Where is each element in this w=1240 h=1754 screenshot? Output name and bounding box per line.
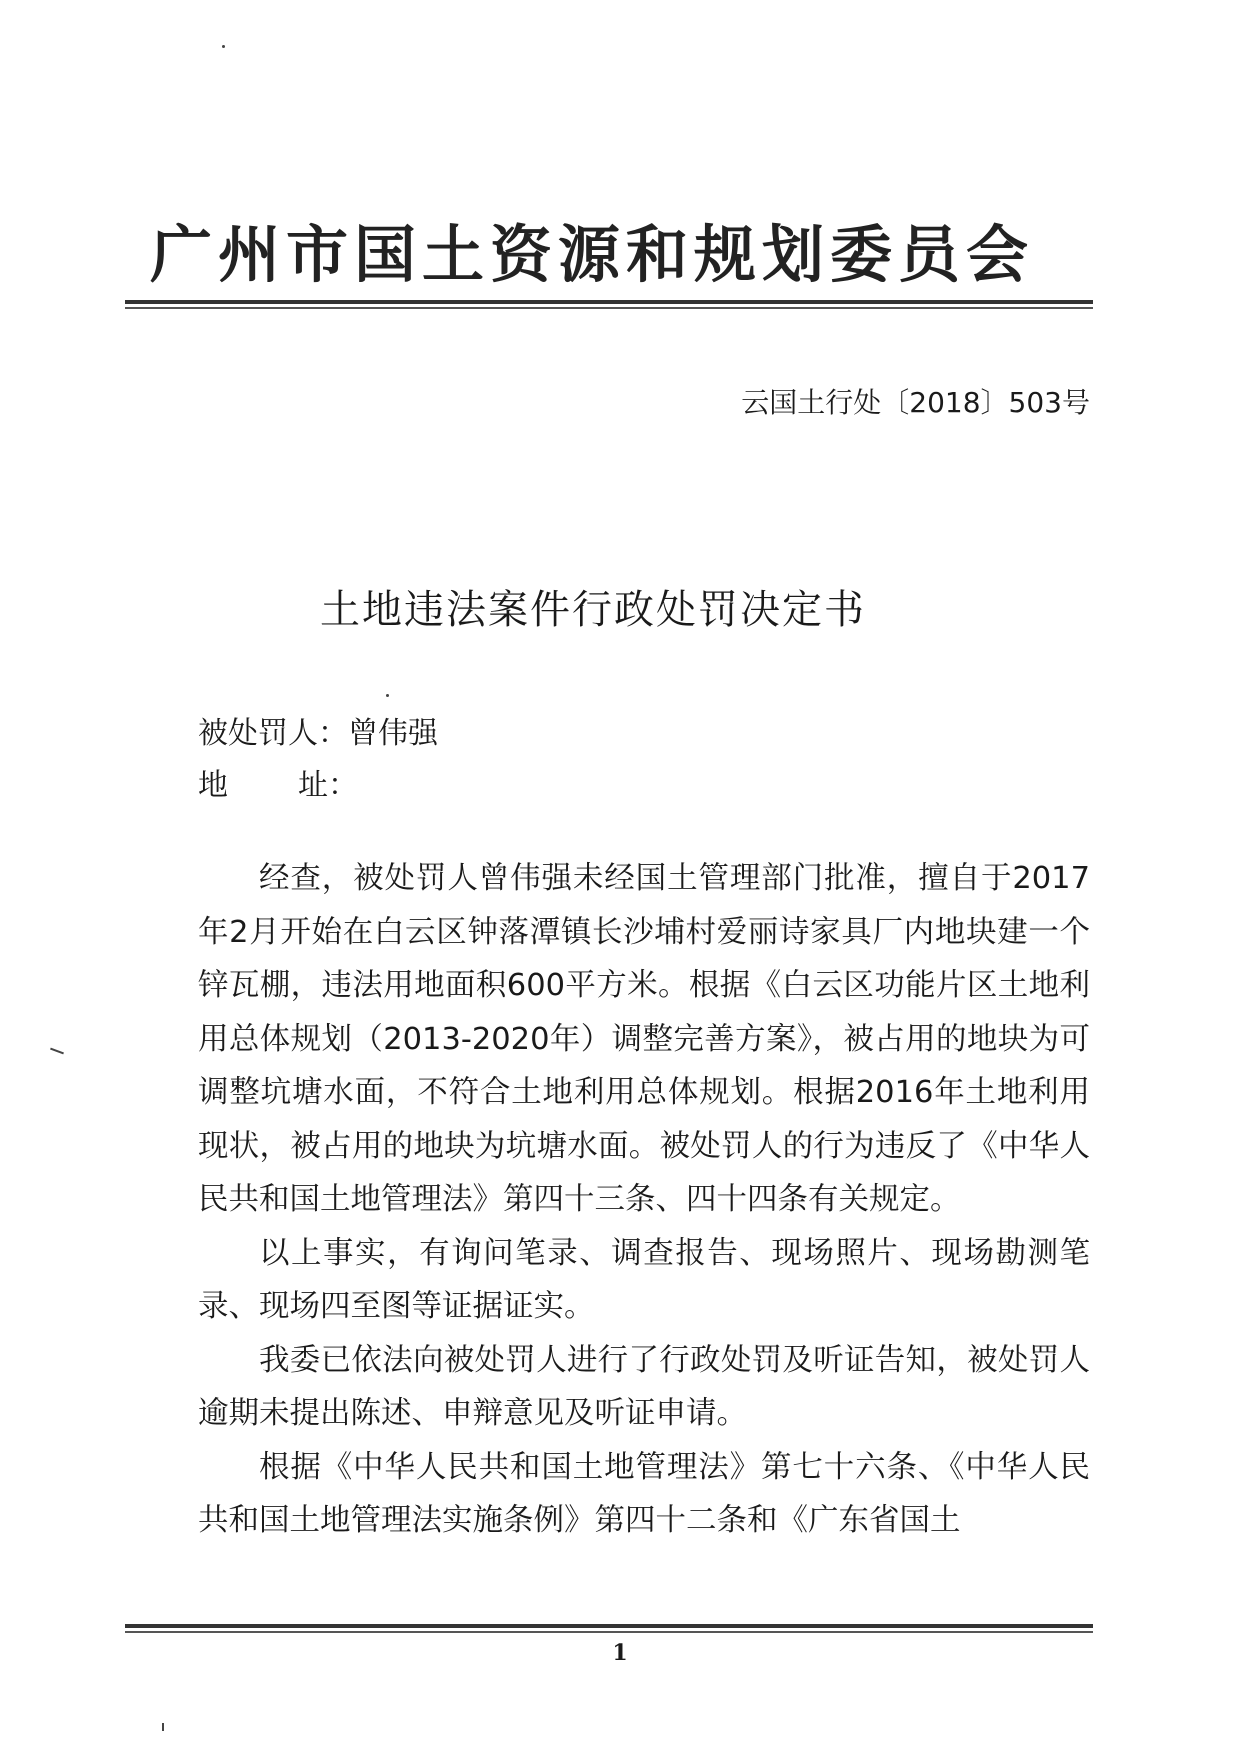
divider-thick-line (125, 1624, 1093, 1628)
address-label: 地址 (198, 768, 328, 803)
header-divider (125, 300, 1093, 309)
document-number: 云国土行处〔2018〕503号 (741, 386, 1090, 419)
divider-thin-line (125, 307, 1093, 309)
page-number: 1 (612, 1640, 628, 1666)
body-paragraph-facts: 经查，被处罚人曾伟强未经国土管理部门批准，擅自于2017年2月开始在白云区钟落潭镇长沙埔村爱丽诗家具厂内地块建一个锌瓦棚，违法用地面积600平方米。根据《白云区功能片区土地利用总体规划（2013-2020年）调整完善方案》，被占用的地块为可调整坑塘水面，不符合土地利用总体规划。根据2016年土地利用现状，被占用的地块为坑塘水面。被处罚人的行为违反了《中华人民共和国土地管理法》第四十三条、四十四条有关规定。 (198, 861, 1090, 1217)
address-colon: ： (328, 768, 358, 803)
body-paragraph-legal-basis: 根据《中华人民共和国土地管理法》第七十六条、《中华人民共和国土地管理法实施条例》第四十二条和《广东省国土 (198, 1449, 1090, 1538)
body-text (198, 852, 1090, 1548)
body-paragraph-notice: 我委已依法向被处罚人进行了行政处罚及听证告知，被处罚人逾期未提出陈述、申辩意见及听证申请。 (198, 1342, 1090, 1431)
document-title: 土地违法案件行政处罚决定书 (320, 587, 866, 633)
penalized-person-value: 曾伟强 (348, 716, 438, 751)
scan-speck (50, 1048, 64, 1055)
penalized-person-field (198, 708, 438, 752)
organization-header: 广州市国土资源和规划委员会 (150, 218, 1035, 291)
scan-speck (162, 1723, 164, 1731)
penalized-person-label: 被处罚人： (198, 716, 348, 751)
footer-divider (125, 1624, 1093, 1633)
scan-speck (222, 45, 225, 48)
scan-speck (386, 694, 389, 697)
body-paragraph-evidence: 以上事实，有询问笔录、调查报告、现场照片、现场勘测笔录、现场四至图等证据证实。 (198, 1235, 1090, 1324)
divider-thick-line (125, 300, 1093, 304)
address-field (198, 760, 358, 804)
divider-thin-line (125, 1631, 1093, 1633)
